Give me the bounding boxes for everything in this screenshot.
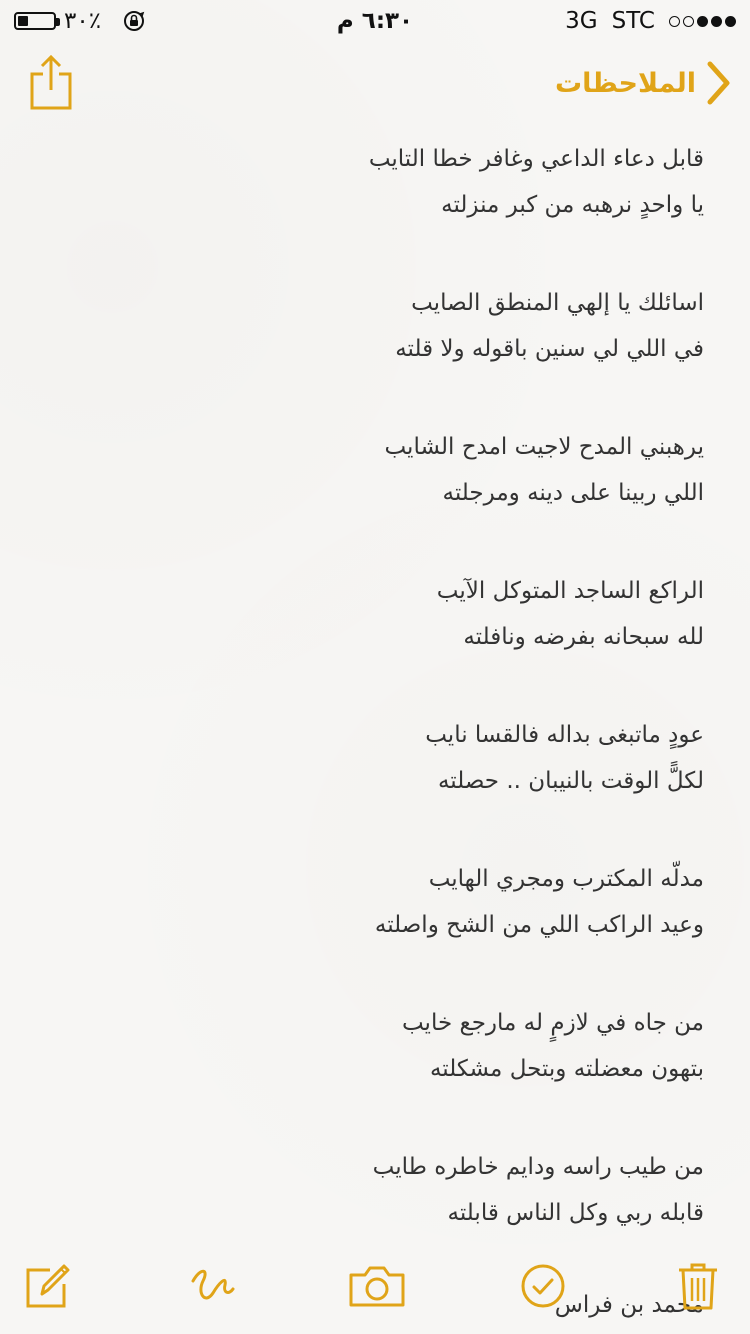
poem-line: في اللي لي سنين باقوله ولا قلته xyxy=(395,336,704,362)
signal-dot xyxy=(683,16,694,27)
poem-line: يرهبني المدح لاجيت امدح الشايب xyxy=(384,434,704,460)
navigation-bar xyxy=(0,52,750,118)
stanza xyxy=(144,136,704,228)
poem-line: يا واحدٍ نرهبه من كبر منزلته xyxy=(441,192,704,218)
poem-line: اللي ربينا على دينه ومرجلته xyxy=(442,480,704,506)
stanza xyxy=(144,424,704,516)
note-body[interactable] xyxy=(144,136,704,1328)
signal-strength-icon xyxy=(669,16,736,27)
bottom-toolbar xyxy=(0,1244,750,1334)
signal-dot xyxy=(711,16,722,27)
signature: محمد بن فراس xyxy=(554,1292,704,1318)
network-type: 3G xyxy=(565,8,598,34)
stanza xyxy=(144,1000,704,1092)
camera-button[interactable] xyxy=(345,1256,409,1316)
poem-line: قابله ربي وكل الناس قابلته xyxy=(447,1200,704,1226)
signal-dot xyxy=(697,16,708,27)
checklist-icon xyxy=(518,1261,568,1311)
poem-line: بتهون معضلته وبتحل مشكلته xyxy=(429,1056,704,1082)
poem-line: لكلًّ الوقت بالنيبان .. حصلته xyxy=(437,768,704,794)
delete-button[interactable] xyxy=(668,1256,728,1316)
stanza xyxy=(144,856,704,948)
camera-icon xyxy=(347,1261,407,1311)
carrier-name: STC xyxy=(611,8,655,34)
poem-line: اسائلك يا إلهي المنطق الصايب xyxy=(411,290,704,316)
sketch-button[interactable] xyxy=(180,1256,240,1316)
poem-line: من جاه في لازمٍ له مارجع خايب xyxy=(401,1010,704,1036)
poem-line: عودٍ ماتبغى بداله فالقسا نايب xyxy=(425,722,704,748)
signal-dot xyxy=(669,16,680,27)
status-bar xyxy=(0,0,750,40)
sketch-icon xyxy=(183,1259,237,1313)
stanza xyxy=(144,280,704,372)
poem-line: من طيب راسه ودايم خاطره طايب xyxy=(372,1154,704,1180)
share-button[interactable] xyxy=(24,52,78,112)
compose-icon xyxy=(20,1260,72,1312)
signal-dot xyxy=(725,16,736,27)
compose-button[interactable] xyxy=(16,1256,76,1316)
back-label: الملاحظات xyxy=(554,67,696,99)
stanza xyxy=(144,1144,704,1236)
poem-line: مدلّه المكترب ومجري الهايب xyxy=(428,866,704,892)
battery-percentage: ٣٠٪ xyxy=(64,8,102,34)
stanza xyxy=(144,568,704,660)
status-right xyxy=(565,8,736,34)
status-time: ٦:٣٠ م xyxy=(336,8,414,34)
poem-line: لله سبحانه بفرضه ونافلته xyxy=(463,624,704,650)
back-button[interactable] xyxy=(555,60,730,106)
checklist-button[interactable] xyxy=(513,1256,573,1316)
share-icon xyxy=(24,52,78,112)
poem-line: وعيد الراكب اللي من الشح واصلته xyxy=(374,912,704,938)
stanza xyxy=(144,712,704,804)
poem-line: الراكع الساجد المتوكل الآيب xyxy=(436,578,704,604)
trash-icon xyxy=(676,1260,720,1312)
poem-line: قابل دعاء الداعي وغافر خطا التايب xyxy=(368,146,704,172)
chevron-right-icon xyxy=(706,61,730,105)
